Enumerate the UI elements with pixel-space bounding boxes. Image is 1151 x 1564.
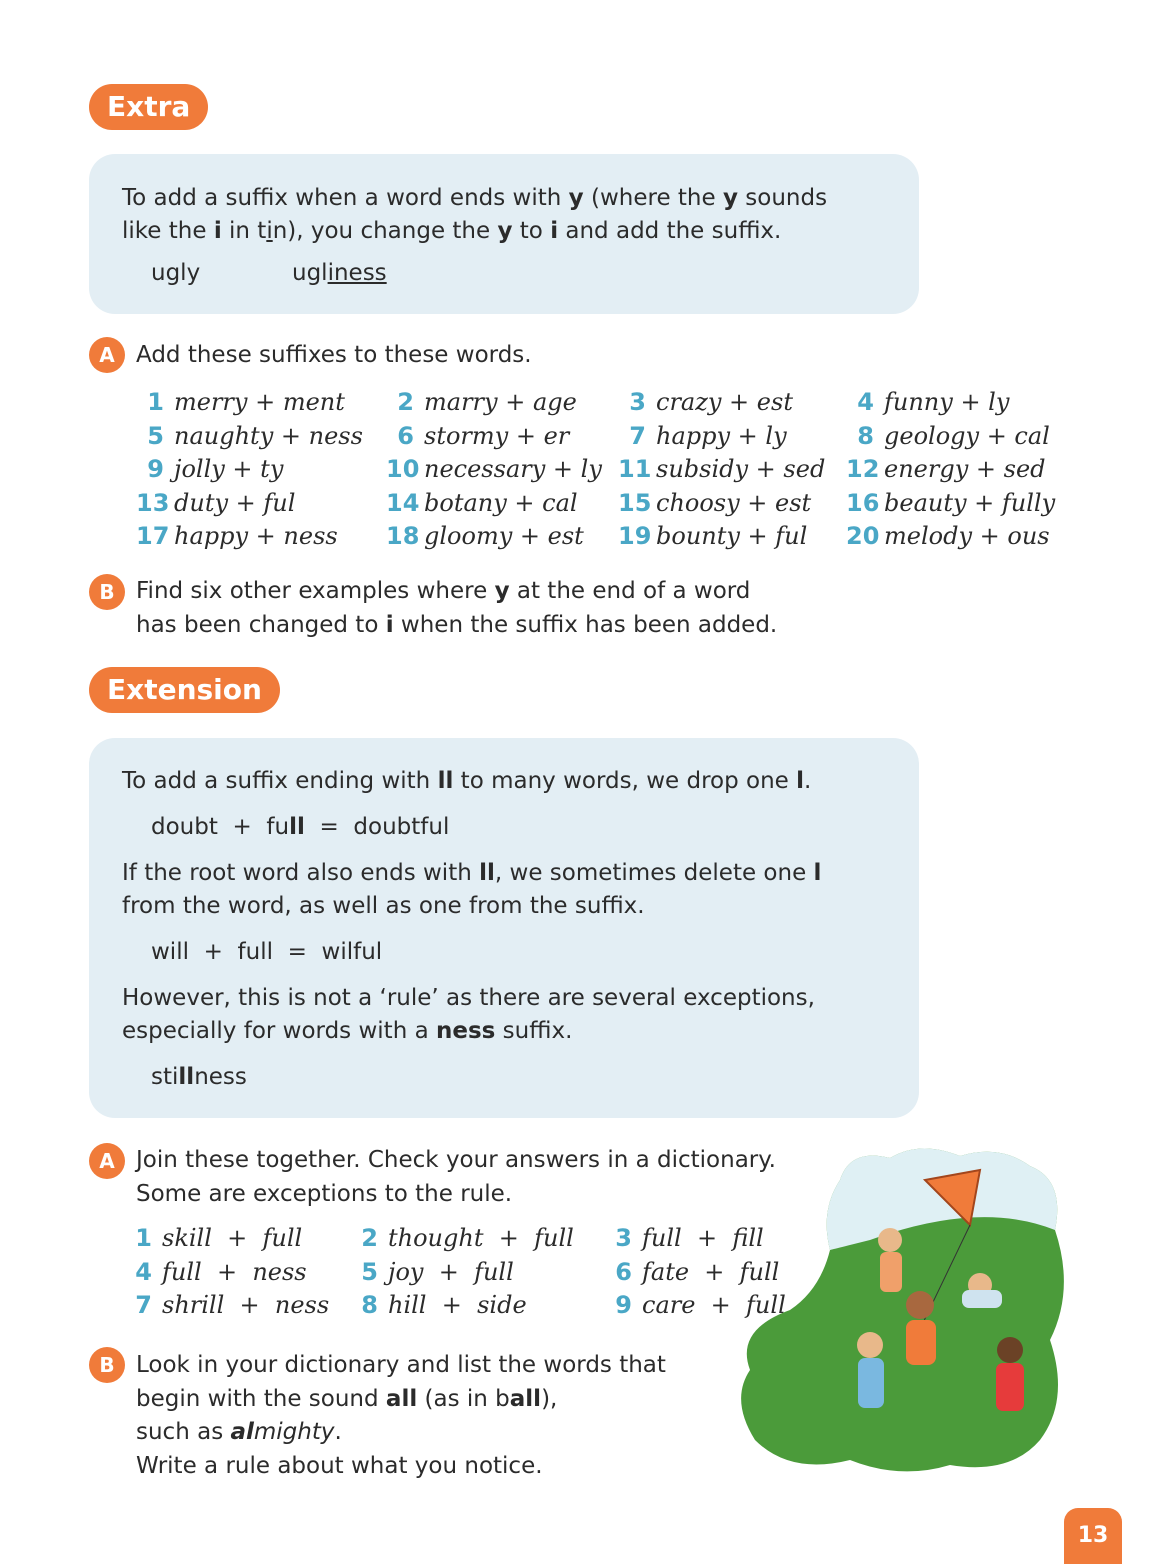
extension-a-number: 2	[361, 1224, 378, 1252]
extension-a-number: 9	[615, 1291, 632, 1319]
extra-a-number: 3	[629, 388, 646, 416]
extension-a-line2: Some are exceptions to the rule.	[136, 1181, 513, 1207]
extra-a-item	[846, 388, 1009, 416]
extra-a-item	[846, 489, 1055, 517]
extension-a-number: 8	[361, 1291, 378, 1319]
extension-a-number: 7	[135, 1291, 152, 1319]
extra-a-number: 7	[629, 421, 646, 450]
extension-a-words: care + full	[642, 1291, 786, 1319]
extension-rule-p2-line1: If the root word also ends with ll, we sometimes delete one l	[122, 860, 822, 886]
extra-a-words: crazy + est	[656, 388, 793, 416]
extension-a-item	[130, 1291, 329, 1319]
extra-a-item	[846, 455, 1046, 483]
extra-a-words: funny + ly	[884, 388, 1010, 416]
extension-a-number: 1	[135, 1224, 152, 1252]
extra-a-number: 17	[136, 522, 170, 550]
extra-a-number: 9	[147, 455, 164, 483]
extension-heading: Extension	[89, 667, 280, 713]
extra-a-words: naughty + ness	[174, 421, 363, 450]
extension-b-badge: B	[89, 1347, 125, 1383]
extra-a-item	[136, 422, 363, 450]
extra-a-words: melody + ous	[884, 522, 1050, 550]
extra-a-number: 19	[618, 522, 652, 550]
extra-a-item	[136, 455, 283, 483]
extra-a-number: 10	[386, 455, 420, 483]
extra-a-number: 14	[386, 488, 420, 517]
extra-a-number: 18	[386, 522, 420, 550]
extra-a-words: merry + ment	[174, 388, 345, 416]
extra-a-item	[846, 522, 1050, 550]
extra-a-item	[136, 522, 338, 550]
extension-a-number: 6	[615, 1257, 632, 1286]
extra-a-words: botany + cal	[424, 488, 578, 517]
extension-rule-p3-line2: especially for words with a ness suffix.	[122, 1018, 573, 1044]
extension-a-words: shrill + ness	[162, 1291, 330, 1319]
extra-a-words: marry + age	[424, 388, 577, 416]
extension-a-words: skill + full	[162, 1224, 303, 1252]
extra-heading: Extra	[89, 84, 208, 130]
extension-a-number: 4	[135, 1257, 152, 1286]
extra-a-item	[136, 388, 345, 416]
extension-a-words: thought + full	[388, 1224, 574, 1252]
extension-a-words: hill + side	[388, 1291, 527, 1319]
extra-rule-panel	[89, 154, 919, 314]
extension-b-line1: Look in your dictionary and list the words that	[136, 1352, 666, 1378]
extension-rule-example3: stillness	[151, 1064, 247, 1090]
extra-a-words: beauty + fully	[884, 488, 1056, 517]
extension-rule-p2-line2: from the word, as well as one from the suffix.	[122, 893, 645, 919]
extra-a-item	[386, 388, 577, 416]
extension-rule-p1: To add a suffix ending with ll to many words, we drop one l.	[122, 768, 812, 794]
extra-a-item	[618, 455, 825, 483]
extra-a-words: stormy + er	[424, 421, 570, 450]
extra-a-words: duty + ful	[174, 488, 296, 517]
extra-a-words: bounty + ful	[656, 522, 808, 550]
kite-children-illustration	[730, 1140, 1070, 1480]
extra-a-number: 20	[846, 522, 880, 550]
extension-b-line2: begin with the sound all (as in ball),	[136, 1386, 558, 1412]
extra-a-number: 8	[857, 421, 874, 450]
extra-a-number: 13	[136, 488, 170, 517]
extra-a-item	[618, 522, 807, 550]
page-number: 13	[1064, 1508, 1122, 1564]
extension-a-badge: A	[89, 1143, 125, 1179]
extra-b-badge: B	[89, 574, 125, 610]
extra-a-number: 4	[857, 388, 874, 416]
extra-a-item	[136, 489, 295, 517]
extension-a-item	[356, 1291, 527, 1319]
extension-rule-example2: will + full = wilful	[151, 939, 383, 965]
extra-a-item	[386, 455, 602, 483]
extra-a-words: jolly + ty	[174, 455, 284, 483]
extension-a-item	[356, 1224, 574, 1252]
extra-a-words: subsidy + sed	[656, 455, 826, 483]
extra-a-words: choosy + est	[656, 488, 812, 517]
extra-a-number: 5	[147, 421, 164, 450]
extension-rule-panel	[89, 738, 919, 1118]
extra-rule-line2: like the i in tin), you change the y to i and add the suffix.	[122, 218, 782, 244]
extra-a-number: 1	[147, 388, 164, 416]
extension-b-line3: such as almighty.	[136, 1419, 342, 1445]
extra-a-number: 11	[618, 455, 652, 483]
extra-a-item	[618, 489, 811, 517]
extra-a-number: 16	[846, 488, 880, 517]
extra-a-item	[386, 489, 578, 517]
extra-a-words: geology + cal	[884, 421, 1050, 450]
extra-a-item	[846, 422, 1050, 450]
extension-a-number: 3	[615, 1224, 632, 1252]
extension-a-item	[130, 1224, 302, 1252]
extension-a-words: full + fill	[642, 1224, 764, 1252]
extra-a-instruction: Add these suffixes to these words.	[136, 342, 532, 368]
extension-rule-p3-line1: However, this is not a ‘rule’ as there are several exceptions,	[122, 985, 815, 1011]
extra-rule-line1: To add a suffix when a word ends with y (where the y sounds	[122, 185, 828, 211]
extra-a-number: 12	[846, 455, 880, 483]
extra-a-item	[618, 388, 793, 416]
extension-rule-example1: doubt + full = doubtful	[151, 814, 450, 840]
extra-example-base: ugly	[151, 260, 201, 286]
extra-a-words: necessary + ly	[424, 455, 602, 483]
extra-a-badge: A	[89, 337, 125, 373]
extra-a-item	[618, 422, 787, 450]
extension-a-item	[130, 1258, 307, 1286]
extra-b-line1: Find six other examples where y at the end of a word	[136, 578, 751, 604]
extension-a-number: 5	[361, 1257, 378, 1286]
extra-a-words: happy + ly	[656, 421, 787, 450]
extra-a-number: 2	[397, 388, 414, 416]
extension-a-words: joy + full	[388, 1257, 514, 1286]
extra-a-words: happy + ness	[174, 522, 338, 550]
extra-example-result: ugliness	[292, 260, 387, 286]
extra-a-number: 15	[618, 488, 652, 517]
extension-a-words: full + ness	[162, 1257, 307, 1286]
extra-a-number: 6	[397, 421, 414, 450]
extra-a-item	[386, 422, 569, 450]
extra-b-line2: has been changed to i when the suffix has been added.	[136, 612, 778, 638]
extra-a-words: energy + sed	[884, 455, 1046, 483]
extension-a-item	[356, 1258, 514, 1286]
extra-a-words: gloomy + est	[424, 522, 584, 550]
extra-a-item	[386, 522, 584, 550]
extension-a-words: fate + full	[642, 1257, 780, 1286]
extension-a-line1: Join these together. Check your answers in a dictionary.	[136, 1147, 776, 1173]
extension-b-line4: Write a rule about what you notice.	[136, 1453, 543, 1479]
